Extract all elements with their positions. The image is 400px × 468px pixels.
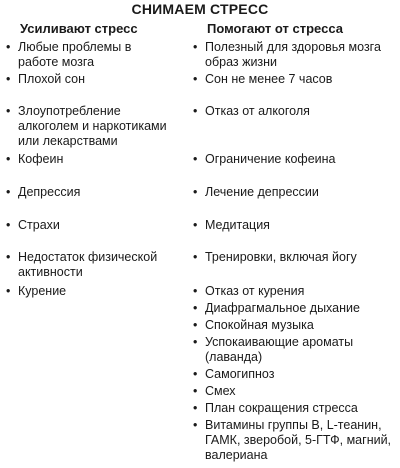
- stress-remedy-item: [193, 250, 398, 265]
- stress-remedy-item-text: (лаванда): [205, 350, 263, 364]
- bullet-icon: •: [193, 72, 198, 86]
- stress-factor-item: [6, 218, 196, 233]
- stress-remedy-item-text: Лечение депрессии: [205, 185, 319, 199]
- stress-factor-item-text: Недостаток физической: [18, 250, 158, 264]
- bullet-icon: •: [193, 318, 198, 332]
- column-header-increase-stress: Усиливают стресс: [20, 21, 138, 36]
- bullet-icon: •: [193, 418, 198, 432]
- stress-remedy-item: [193, 318, 398, 333]
- stress-remedy-item-text: Диафрагмальное дыхание: [205, 301, 360, 315]
- stress-remedy-item: [193, 384, 398, 399]
- stress-remedy-item: [193, 72, 398, 87]
- bullet-icon: •: [6, 218, 11, 232]
- stress-remedy-item: [193, 40, 398, 70]
- stress-remedy-item-text: Успокаивающие ароматы: [205, 335, 354, 349]
- bullet-icon: •: [193, 301, 198, 315]
- stress-remedy-item: [193, 104, 398, 119]
- stress-factor-item-text: Кофеин: [18, 152, 64, 166]
- stress-factor-item: [6, 40, 196, 70]
- bullet-icon: •: [193, 384, 198, 398]
- stress-factor-item-text: работе мозга: [18, 55, 95, 69]
- bullet-icon: •: [6, 104, 11, 118]
- bullet-icon: •: [6, 284, 11, 298]
- stress-factor-item: [6, 152, 196, 167]
- stress-remedy-item: [193, 335, 398, 365]
- stress-remedy-item: [193, 301, 398, 316]
- stress-remedy-item-text: Отказ от курения: [205, 284, 305, 298]
- stress-remedy-item-text: Самогипноз: [205, 367, 275, 381]
- bullet-icon: •: [193, 104, 198, 118]
- stress-factor-item-text: Страхи: [18, 218, 60, 232]
- stress-remedy-item-text: Витамины группы В, L-теанин,: [205, 418, 382, 432]
- stress-remedy-item-text: Ограничение кофеина: [205, 152, 336, 166]
- stress-remedy-item-text: Отказ от алкоголя: [205, 104, 310, 118]
- stress-factor-item: [6, 284, 196, 299]
- bullet-icon: •: [193, 250, 198, 264]
- stress-factor-item: [6, 185, 196, 200]
- bullet-icon: •: [193, 185, 198, 199]
- column-header-reduce-stress: Помогают от стресса: [207, 21, 343, 36]
- stress-remedy-item-text: Смех: [205, 384, 236, 398]
- bullet-icon: •: [193, 367, 198, 381]
- stress-remedy-item-text: Тренировки, включая йогу: [205, 250, 357, 264]
- stress-factor-item-text: Депрессия: [18, 185, 81, 199]
- bullet-icon: •: [193, 335, 198, 349]
- stress-remedy-item: [193, 367, 398, 382]
- bullet-icon: •: [6, 250, 11, 264]
- stress-factor-item: [6, 104, 196, 149]
- stress-remedy-item-text: валериана: [205, 448, 268, 462]
- stress-remedy-item-text: Спокойная музыка: [205, 318, 314, 332]
- stress-factor-item-text: Плохой сон: [18, 72, 85, 86]
- bullet-icon: •: [193, 218, 198, 232]
- stress-factor-item-text: Любые проблемы в: [18, 40, 132, 54]
- stress-factor-item-text: Курение: [18, 284, 67, 298]
- bullet-icon: •: [6, 72, 11, 86]
- stress-remedy-item-text: образ жизни: [205, 55, 278, 69]
- stress-remedy-item: [193, 185, 398, 200]
- stress-factor-item: [6, 250, 196, 280]
- bullet-icon: •: [6, 40, 11, 54]
- stress-remedy-item: [193, 418, 398, 463]
- bullet-icon: •: [6, 185, 11, 199]
- stress-remedy-item-text: Полезный для здоровья мозга: [205, 40, 381, 54]
- stress-factor-item-text: Злоупотребление: [18, 104, 121, 118]
- stress-factor-item-text: или лекарствами: [18, 134, 118, 148]
- stress-remedy-item-text: Медитация: [205, 218, 270, 232]
- stress-remedy-item: [193, 218, 398, 233]
- bullet-icon: •: [193, 401, 198, 415]
- page-title: СНИМАЕМ СТРЕСС: [131, 1, 269, 17]
- stress-remedy-item: [193, 284, 398, 299]
- stress-factor-item-text: активности: [18, 265, 83, 279]
- stress-factor-item-text: алкоголем и наркотиками: [18, 119, 167, 133]
- stress-remedy-item: [193, 152, 398, 167]
- bullet-icon: •: [6, 152, 11, 166]
- stress-remedy-item-text: План сокращения стресса: [205, 401, 358, 415]
- bullet-icon: •: [193, 40, 198, 54]
- bullet-icon: •: [193, 152, 198, 166]
- stress-remedy-item-text: Сон не менее 7 часов: [205, 72, 333, 86]
- bullet-icon: •: [193, 284, 198, 298]
- stress-factor-item: [6, 72, 196, 87]
- stress-remedy-item-text: ГАМК, зверобой, 5-ГТФ, магний,: [205, 433, 392, 447]
- stress-remedy-item: [193, 401, 398, 416]
